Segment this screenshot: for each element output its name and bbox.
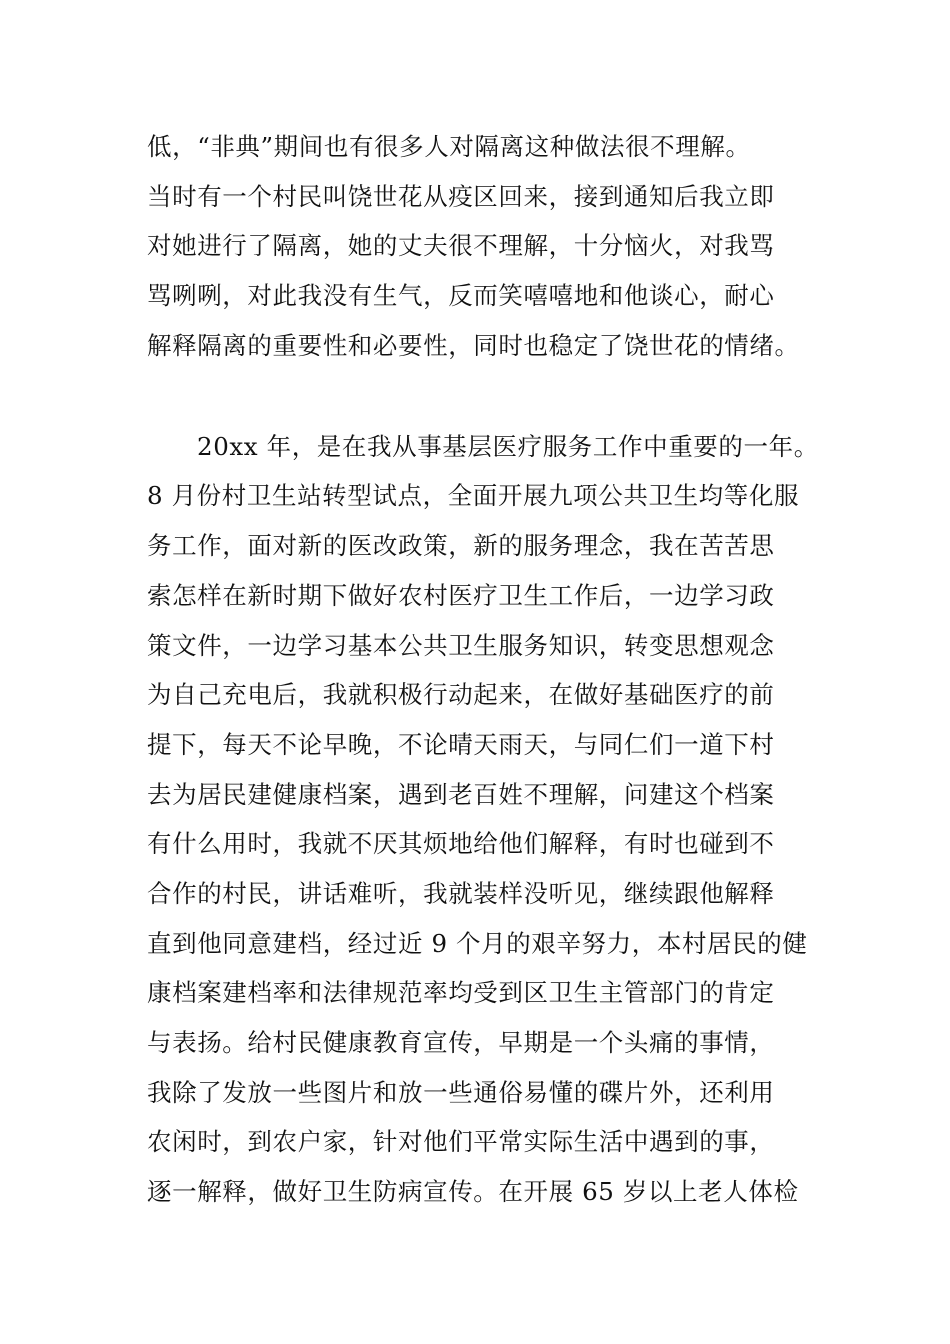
text-line: 提下，每天不论早晚，不论晴天雨天，与同仁们一道下村 <box>147 730 775 759</box>
text-line: 策文件，一边学习基本公共卫生服务知识，转变思想观念 <box>147 631 775 660</box>
text-line: 合作的村民，讲话难听，我就装样没听见，继续跟他解释 <box>147 879 775 908</box>
text-line: 直到他同意建档，经过近 9 个月的艰辛努力，本村居民的健 <box>147 929 808 958</box>
text-line: 我除了发放一些图片和放一些通俗易懂的碟片外，还利用 <box>147 1078 775 1107</box>
text-line: 当时有一个村民叫饶世花从疫区回来，接到通知后我立即 <box>147 182 775 211</box>
text-line: 骂咧咧，对此我没有生气，反而笑嘻嘻地和他谈心，耐心 <box>147 281 775 310</box>
text-line: 低，“非典”期间也有很多人对隔离这种做法很不理解。 <box>147 132 751 161</box>
text-line: 康档案建档率和法律规范率均受到区卫生主管部门的肯定 <box>147 978 775 1007</box>
text-line: 农闲时，到农户家，针对他们平常实际生活中遇到的事， <box>147 1127 775 1156</box>
text-line: 与表扬。给村民健康教育宣传，早期是一个头痛的事情， <box>147 1028 775 1057</box>
text-line: 解释隔离的重要性和必要性，同时也稳定了饶世花的情绪。 <box>147 331 800 360</box>
text-line: 8 月份村卫生站转型试点，全面开展九项公共卫生均等化服 <box>147 481 800 510</box>
text-line: 逐一解释，做好卫生防病宣传。在开展 65 岁以上老人体检 <box>147 1177 799 1206</box>
text-line: 务工作，面对新的医改政策，新的服务理念，我在苦苦思 <box>147 531 775 560</box>
text-line: 为自己充电后，我就积极行动起来，在做好基础医疗的前 <box>147 680 775 709</box>
text-line: 对她进行了隔离，她的丈夫很不理解，十分恼火，对我骂 <box>147 231 775 260</box>
text-line: 有什么用时，我就不厌其烦地给他们解释，有时也碰到不 <box>147 829 775 858</box>
text-line: 索怎样在新时期下做好农村医疗卫生工作后，一边学习政 <box>147 581 775 610</box>
text-line: 去为居民建健康档案，遇到老百姓不理解，问建这个档案 <box>147 780 775 809</box>
text-line: 20xx 年，是在我从事基层医疗服务工作中重要的一年。 <box>197 432 819 461</box>
